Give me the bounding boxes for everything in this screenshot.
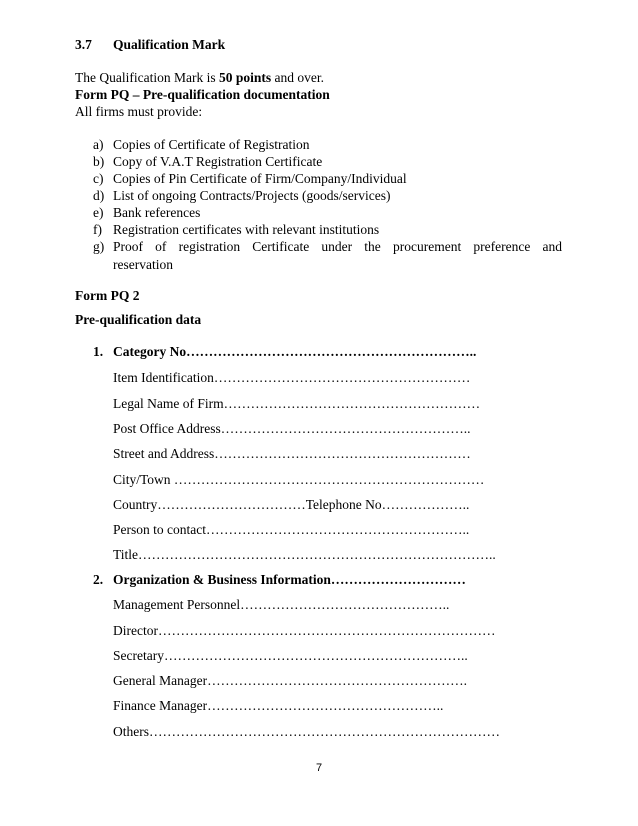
list-item-label: f) — [93, 222, 102, 237]
list-item-label: g) — [93, 239, 105, 254]
list-item-text: Copies of Certificate of Registration — [113, 137, 310, 152]
list-item-label: e) — [93, 205, 104, 220]
list-item-label: c) — [93, 171, 104, 186]
list-item-continuation: reservation — [113, 257, 173, 272]
form-field-item-identification: Item Identification………………………………………………… — [113, 370, 471, 385]
form-field-title: Title…………………………………………………………………….. — [113, 547, 496, 562]
list-item-text: Proof of registration Certificate under the procurement preference and — [113, 239, 562, 254]
list-item-text: Copies of Pin Certificate of Firm/Company/Individual — [113, 171, 407, 186]
list-item-text: Copy of V.A.T Registration Certificate — [113, 154, 323, 169]
intro-bold-points: 50 points — [218, 70, 272, 85]
form-field-post-office-address: Post Office Address……………………………………………….. — [113, 421, 471, 436]
form-field-management-personnel: Management Personnel……………………………………….. — [113, 597, 450, 612]
prequalification-data-heading: Pre-qualification data — [75, 312, 202, 327]
form-field-general-manager: General Manager…………………………………………………. — [113, 673, 467, 688]
form-field-others: Others…………………………………………………………………… — [113, 724, 500, 739]
form-field-legal-name: Legal Name of Firm………………………………………………… — [113, 396, 481, 411]
section-title: Qualification Mark — [113, 37, 226, 52]
form-pq-heading: Form PQ – Pre-qualification documentation — [75, 87, 330, 102]
qualification-mark-sentence — [75, 70, 324, 86]
category-heading: Category No……………………………………………………….. — [113, 344, 477, 359]
form-pq2-heading: Form PQ 2 — [75, 288, 140, 303]
list-item-text: Bank references — [113, 205, 201, 220]
form-field-person-to-contact: Person to contact………………………………………………….. — [113, 522, 470, 537]
page-number: 7 — [315, 762, 323, 774]
form-field-city-town: City/Town …………………………………………………………… — [113, 472, 485, 487]
form-field-director: Director………………………………………………………………… — [113, 623, 496, 638]
form-field-finance-manager: Finance Manager…………………………………………….. — [113, 698, 444, 713]
form-field-country-telephone: Country……………………………Telephone No……………….. — [113, 497, 470, 512]
category-number: 1. — [93, 344, 104, 359]
list-item-label: d) — [93, 188, 105, 203]
list-item-label: b) — [93, 154, 105, 169]
list-item-text: List of ongoing Contracts/Projects (goods/services) — [113, 188, 391, 203]
intro-text-after: and over. — [271, 70, 324, 85]
form-field-street-address: Street and Address………………………………………………… — [113, 446, 471, 461]
organization-heading: Organization & Business Information………………………… — [113, 572, 466, 587]
form-field-secretary: Secretary………………………………………………………….. — [113, 648, 468, 663]
section-number: 3.7 — [75, 37, 92, 52]
list-item-label: a) — [93, 137, 104, 152]
intro-text-before: The Qualification Mark is — [75, 70, 219, 85]
list-item-text: Registration certificates with relevant institutions — [113, 222, 380, 237]
organization-number: 2. — [93, 572, 104, 587]
all-firms-text: All firms must provide: — [75, 104, 203, 119]
